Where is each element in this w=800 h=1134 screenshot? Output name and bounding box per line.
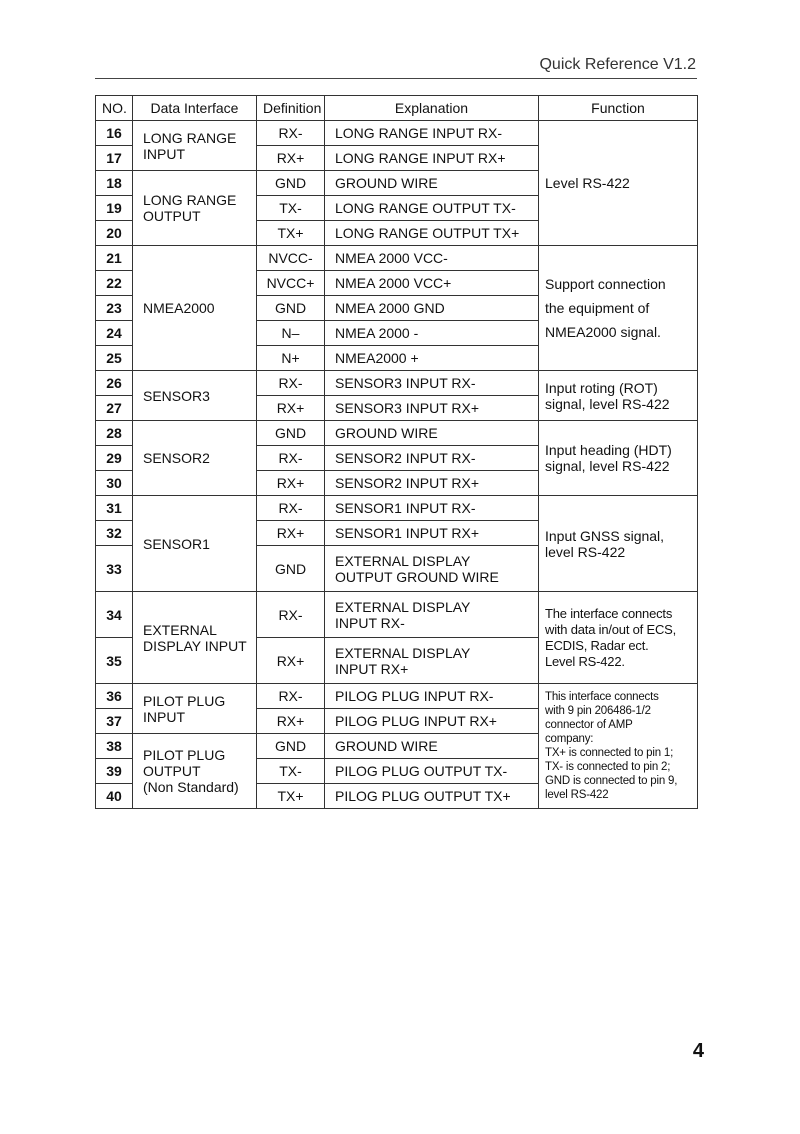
pin-definition: TX- (257, 196, 325, 221)
pin-number: 25 (96, 346, 133, 371)
pin-definition: TX+ (257, 784, 325, 809)
interface-pilot-plug-input: PILOT PLUG INPUT (133, 684, 257, 734)
table-header-row (96, 96, 698, 121)
table-row (96, 421, 698, 446)
table-row (96, 684, 698, 709)
pin-definition: RX- (257, 592, 325, 638)
pin-explanation: SENSOR2 INPUT RX- (325, 446, 539, 471)
pin-number: 22 (96, 271, 133, 296)
function-sensor2: Input heading (HDT) signal, level RS-422 (539, 421, 698, 496)
pin-number: 26 (96, 371, 133, 396)
pin-number: 20 (96, 221, 133, 246)
pin-number: 32 (96, 521, 133, 546)
pin-explanation: SENSOR1 INPUT RX+ (325, 521, 539, 546)
pin-number: 28 (96, 421, 133, 446)
pin-explanation: EXTERNAL DISPLAY OUTPUT GROUND WIRE (325, 546, 539, 592)
pin-number: 39 (96, 759, 133, 784)
pin-explanation: NMEA2000 + (325, 346, 539, 371)
table-row (96, 371, 698, 396)
column-header-function: Function (539, 96, 698, 121)
pin-definition: RX+ (257, 638, 325, 684)
pin-explanation: NMEA 2000 - (325, 321, 539, 346)
function-long-range: Level RS-422 (539, 121, 698, 246)
pin-definition: RX- (257, 496, 325, 521)
pin-explanation: LONG RANGE OUTPUT TX+ (325, 221, 539, 246)
column-header-no: NO. (96, 96, 133, 121)
pin-explanation: SENSOR3 INPUT RX+ (325, 396, 539, 421)
pin-explanation: PILOG PLUG OUTPUT TX- (325, 759, 539, 784)
pin-explanation: PILOG PLUG INPUT RX- (325, 684, 539, 709)
pin-explanation: SENSOR2 INPUT RX+ (325, 471, 539, 496)
pin-explanation: SENSOR1 INPUT RX- (325, 496, 539, 521)
function-external-display: The interface connects with data in/out of ECS, ECDIS, Radar ect. Level RS-422. (539, 592, 698, 684)
document-header-title: Quick Reference V1.2 (539, 56, 696, 73)
pin-explanation: LONG RANGE OUTPUT TX- (325, 196, 539, 221)
pin-number: 37 (96, 709, 133, 734)
pin-number: 31 (96, 496, 133, 521)
pin-definition: RX+ (257, 709, 325, 734)
pin-definition: GND (257, 296, 325, 321)
pin-explanation: NMEA 2000 VCC+ (325, 271, 539, 296)
pin-explanation: EXTERNAL DISPLAY INPUT RX+ (325, 638, 539, 684)
pin-definition: RX- (257, 684, 325, 709)
pin-explanation: PILOG PLUG OUTPUT TX+ (325, 784, 539, 809)
pin-number: 34 (96, 592, 133, 638)
page-number: 4 (692, 1040, 704, 1062)
pin-number: 38 (96, 734, 133, 759)
pin-definition: N– (257, 321, 325, 346)
function-sensor3: Input roting (ROT) signal, level RS-422 (539, 371, 698, 421)
interface-sensor3: SENSOR3 (133, 371, 257, 421)
pin-definition: RX+ (257, 471, 325, 496)
interface-sensor1: SENSOR1 (133, 496, 257, 592)
pin-explanation: GROUND WIRE (325, 421, 539, 446)
pin-number: 17 (96, 146, 133, 171)
table-row (96, 592, 698, 638)
pin-explanation: NMEA 2000 VCC- (325, 246, 539, 271)
interface-sensor2: SENSOR2 (133, 421, 257, 496)
pin-definition: N+ (257, 346, 325, 371)
interface-pilot-plug-output: PILOT PLUG OUTPUT (Non Standard) (133, 734, 257, 809)
pin-explanation: GROUND WIRE (325, 171, 539, 196)
pin-number: 16 (96, 121, 133, 146)
function-pilot-plug: This interface connects with 9 pin 206486-1/2 connector of AMP company: TX+ is connected to pin 1; TX- is connected to pin 2; GND is connected to pin 9, level RS-422 (539, 684, 698, 809)
interface-nmea2000: NMEA2000 (133, 246, 257, 371)
pin-definition: NVCC+ (257, 271, 325, 296)
pin-definition: RX+ (257, 396, 325, 421)
pin-definition: RX+ (257, 521, 325, 546)
table-row (96, 121, 698, 146)
pin-definition: GND (257, 546, 325, 592)
interface-reference-table (95, 95, 698, 809)
column-header-data-interface: Data Interface (133, 96, 257, 121)
pin-definition: RX- (257, 446, 325, 471)
pin-definition: GND (257, 734, 325, 759)
pin-definition: TX- (257, 759, 325, 784)
pin-number: 30 (96, 471, 133, 496)
pin-number: 33 (96, 546, 133, 592)
pin-explanation: GROUND WIRE (325, 734, 539, 759)
pin-definition: GND (257, 421, 325, 446)
pin-number: 23 (96, 296, 133, 321)
pin-number: 36 (96, 684, 133, 709)
pin-explanation: LONG RANGE INPUT RX+ (325, 146, 539, 171)
pin-explanation: SENSOR3 INPUT RX- (325, 371, 539, 396)
pin-explanation: NMEA 2000 GND (325, 296, 539, 321)
pin-definition: RX- (257, 121, 325, 146)
pin-definition: RX- (257, 371, 325, 396)
table-row (96, 246, 698, 271)
pin-explanation: EXTERNAL DISPLAY INPUT RX- (325, 592, 539, 638)
column-header-explanation: Explanation (325, 96, 539, 121)
pin-number: 29 (96, 446, 133, 471)
pin-number: 18 (96, 171, 133, 196)
pin-number: 27 (96, 396, 133, 421)
function-sensor1: Input GNSS signal, level RS-422 (539, 496, 698, 592)
header-divider (95, 78, 697, 79)
pin-definition: NVCC- (257, 246, 325, 271)
pin-definition: TX+ (257, 221, 325, 246)
interface-long-range-output: LONG RANGE OUTPUT (133, 171, 257, 246)
pin-number: 24 (96, 321, 133, 346)
pin-number: 19 (96, 196, 133, 221)
function-nmea2000: Support connection the equipment of NMEA2000 signal. (539, 246, 698, 371)
pin-number: 40 (96, 784, 133, 809)
pin-explanation: LONG RANGE INPUT RX- (325, 121, 539, 146)
pin-explanation: PILOG PLUG INPUT RX+ (325, 709, 539, 734)
pin-number: 21 (96, 246, 133, 271)
pin-definition: GND (257, 171, 325, 196)
pin-number: 35 (96, 638, 133, 684)
interface-long-range-input: LONG RANGE INPUT (133, 121, 257, 171)
table-row (96, 496, 698, 521)
interface-external-display-input: EXTERNAL DISPLAY INPUT (133, 592, 257, 684)
pin-definition: RX+ (257, 146, 325, 171)
column-header-definition: Definition (257, 96, 325, 121)
